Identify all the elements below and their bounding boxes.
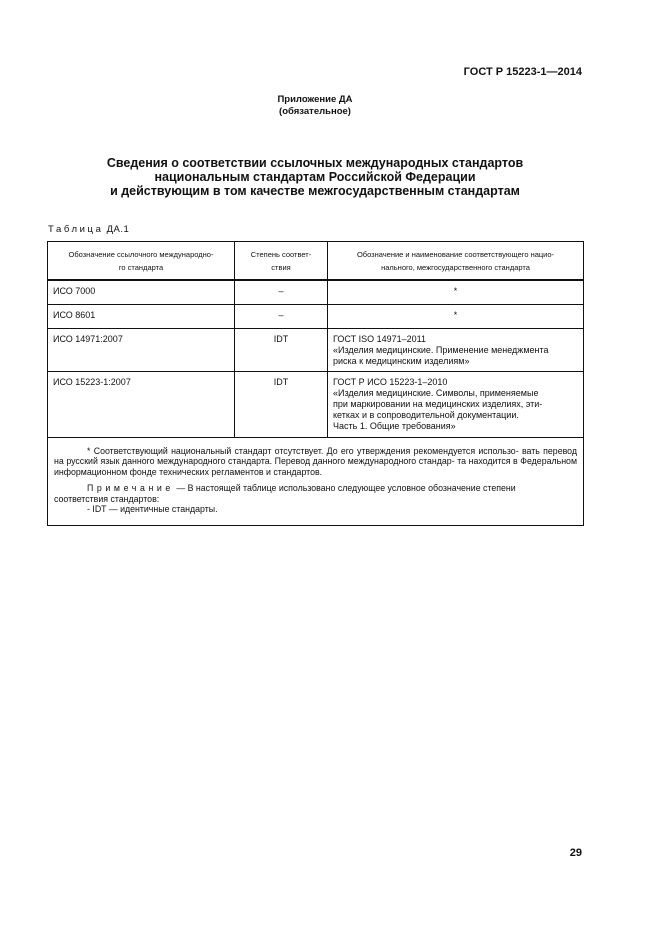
header-degree bbox=[235, 242, 328, 281]
header-international-standard bbox=[48, 242, 235, 281]
header-col1-line2: го стандарта bbox=[118, 262, 164, 272]
cell-national bbox=[328, 328, 584, 371]
cell-degree: IDT bbox=[235, 328, 328, 371]
title-line-1: Сведения о соответствии ссылочных международных стандартов bbox=[106, 156, 524, 170]
cell-line: ГОСТ Р ИСО 15223-1–2010 bbox=[333, 376, 448, 387]
page-number: 29 bbox=[569, 847, 582, 859]
note-line-2: соответствия стандартов: bbox=[54, 493, 160, 504]
footnote-line-1: * Соответствующий национальный стандарт отсутствует. До его утверждения рекомендуется использо- bbox=[87, 445, 519, 456]
cell-degree: IDT bbox=[235, 371, 328, 437]
title-line-2: национальным стандартам Российской Федерации bbox=[154, 170, 476, 184]
header-col2-line2: ствия bbox=[271, 262, 291, 272]
annex-heading bbox=[0, 94, 630, 118]
cell-intl: ИСО 8601 bbox=[48, 304, 235, 328]
cell-intl: ИСО 7000 bbox=[48, 280, 235, 304]
note-line-3: - IDT — идентичные стандарты. bbox=[87, 504, 218, 514]
table-caption-word: Таблица bbox=[48, 224, 104, 235]
table-caption bbox=[48, 224, 129, 235]
cell-national bbox=[328, 371, 584, 437]
cell-line: ГОСТ ISO 14971–2011 bbox=[333, 333, 426, 344]
footnote-line-3: та находится в Федеральном информационном фонде технических регламентов и стандартов. bbox=[54, 456, 577, 477]
cell-degree: – bbox=[235, 280, 328, 304]
note bbox=[54, 483, 577, 494]
header-col3-line1: Обозначение и наименование соответствующего нацио- bbox=[356, 249, 555, 259]
table-notes-cell bbox=[48, 437, 584, 525]
note-text: В настоящей таблице использовано следующее условное обозначение степени bbox=[187, 483, 516, 493]
title-line-3: и действующим в том качестве межгосударственным стандартам bbox=[110, 184, 520, 198]
cell-degree: – bbox=[235, 304, 328, 328]
table-row bbox=[48, 304, 584, 328]
annex-status: (обязательное) bbox=[279, 106, 351, 117]
note-dash: — bbox=[176, 483, 186, 493]
annex-title: Приложение ДА bbox=[277, 94, 353, 105]
table-header-row bbox=[48, 242, 584, 281]
header-col3-line2: нального, межгосударственного стандарта bbox=[381, 262, 530, 272]
cell-line: Часть 1. Общие требования» bbox=[333, 420, 456, 431]
header-col1-line1: Обозначение ссылочного международно- bbox=[68, 249, 214, 259]
cell-line: «Изделия медицинские. Применение менеджмента bbox=[333, 344, 549, 355]
cell-intl: ИСО 14971:2007 bbox=[48, 328, 235, 371]
table-row bbox=[48, 371, 584, 437]
footnote-line-2: вать перевод на русский язык данного международного стандарта. Перевод данного международного стандар- bbox=[54, 445, 577, 466]
table-caption-number: ДА.1 bbox=[106, 224, 130, 235]
cell-national: * bbox=[328, 304, 584, 328]
cell-line: при маркировании на медицинских изделиях, эти- bbox=[333, 398, 543, 409]
cell-national: * bbox=[328, 280, 584, 304]
correspondence-table bbox=[47, 241, 584, 526]
table-notes-row bbox=[48, 437, 584, 525]
cell-line: кетках и в сопроводительной документации. bbox=[333, 409, 519, 420]
header-national-standard bbox=[328, 242, 584, 281]
table-row bbox=[48, 328, 584, 371]
document-code: ГОСТ Р 15223-1—2014 bbox=[463, 66, 582, 78]
footnote bbox=[54, 446, 577, 478]
cell-line: риска к медицинским изделиям» bbox=[333, 355, 470, 366]
cell-line: «Изделия медицинские. Символы, применяемые bbox=[333, 387, 539, 398]
note-label: Примечание bbox=[87, 483, 174, 493]
header-col2-line1: Степень соответ- bbox=[250, 249, 312, 259]
cell-intl: ИСО 15223-1:2007 bbox=[48, 371, 235, 437]
page-title bbox=[0, 156, 630, 198]
table-row bbox=[48, 280, 584, 304]
